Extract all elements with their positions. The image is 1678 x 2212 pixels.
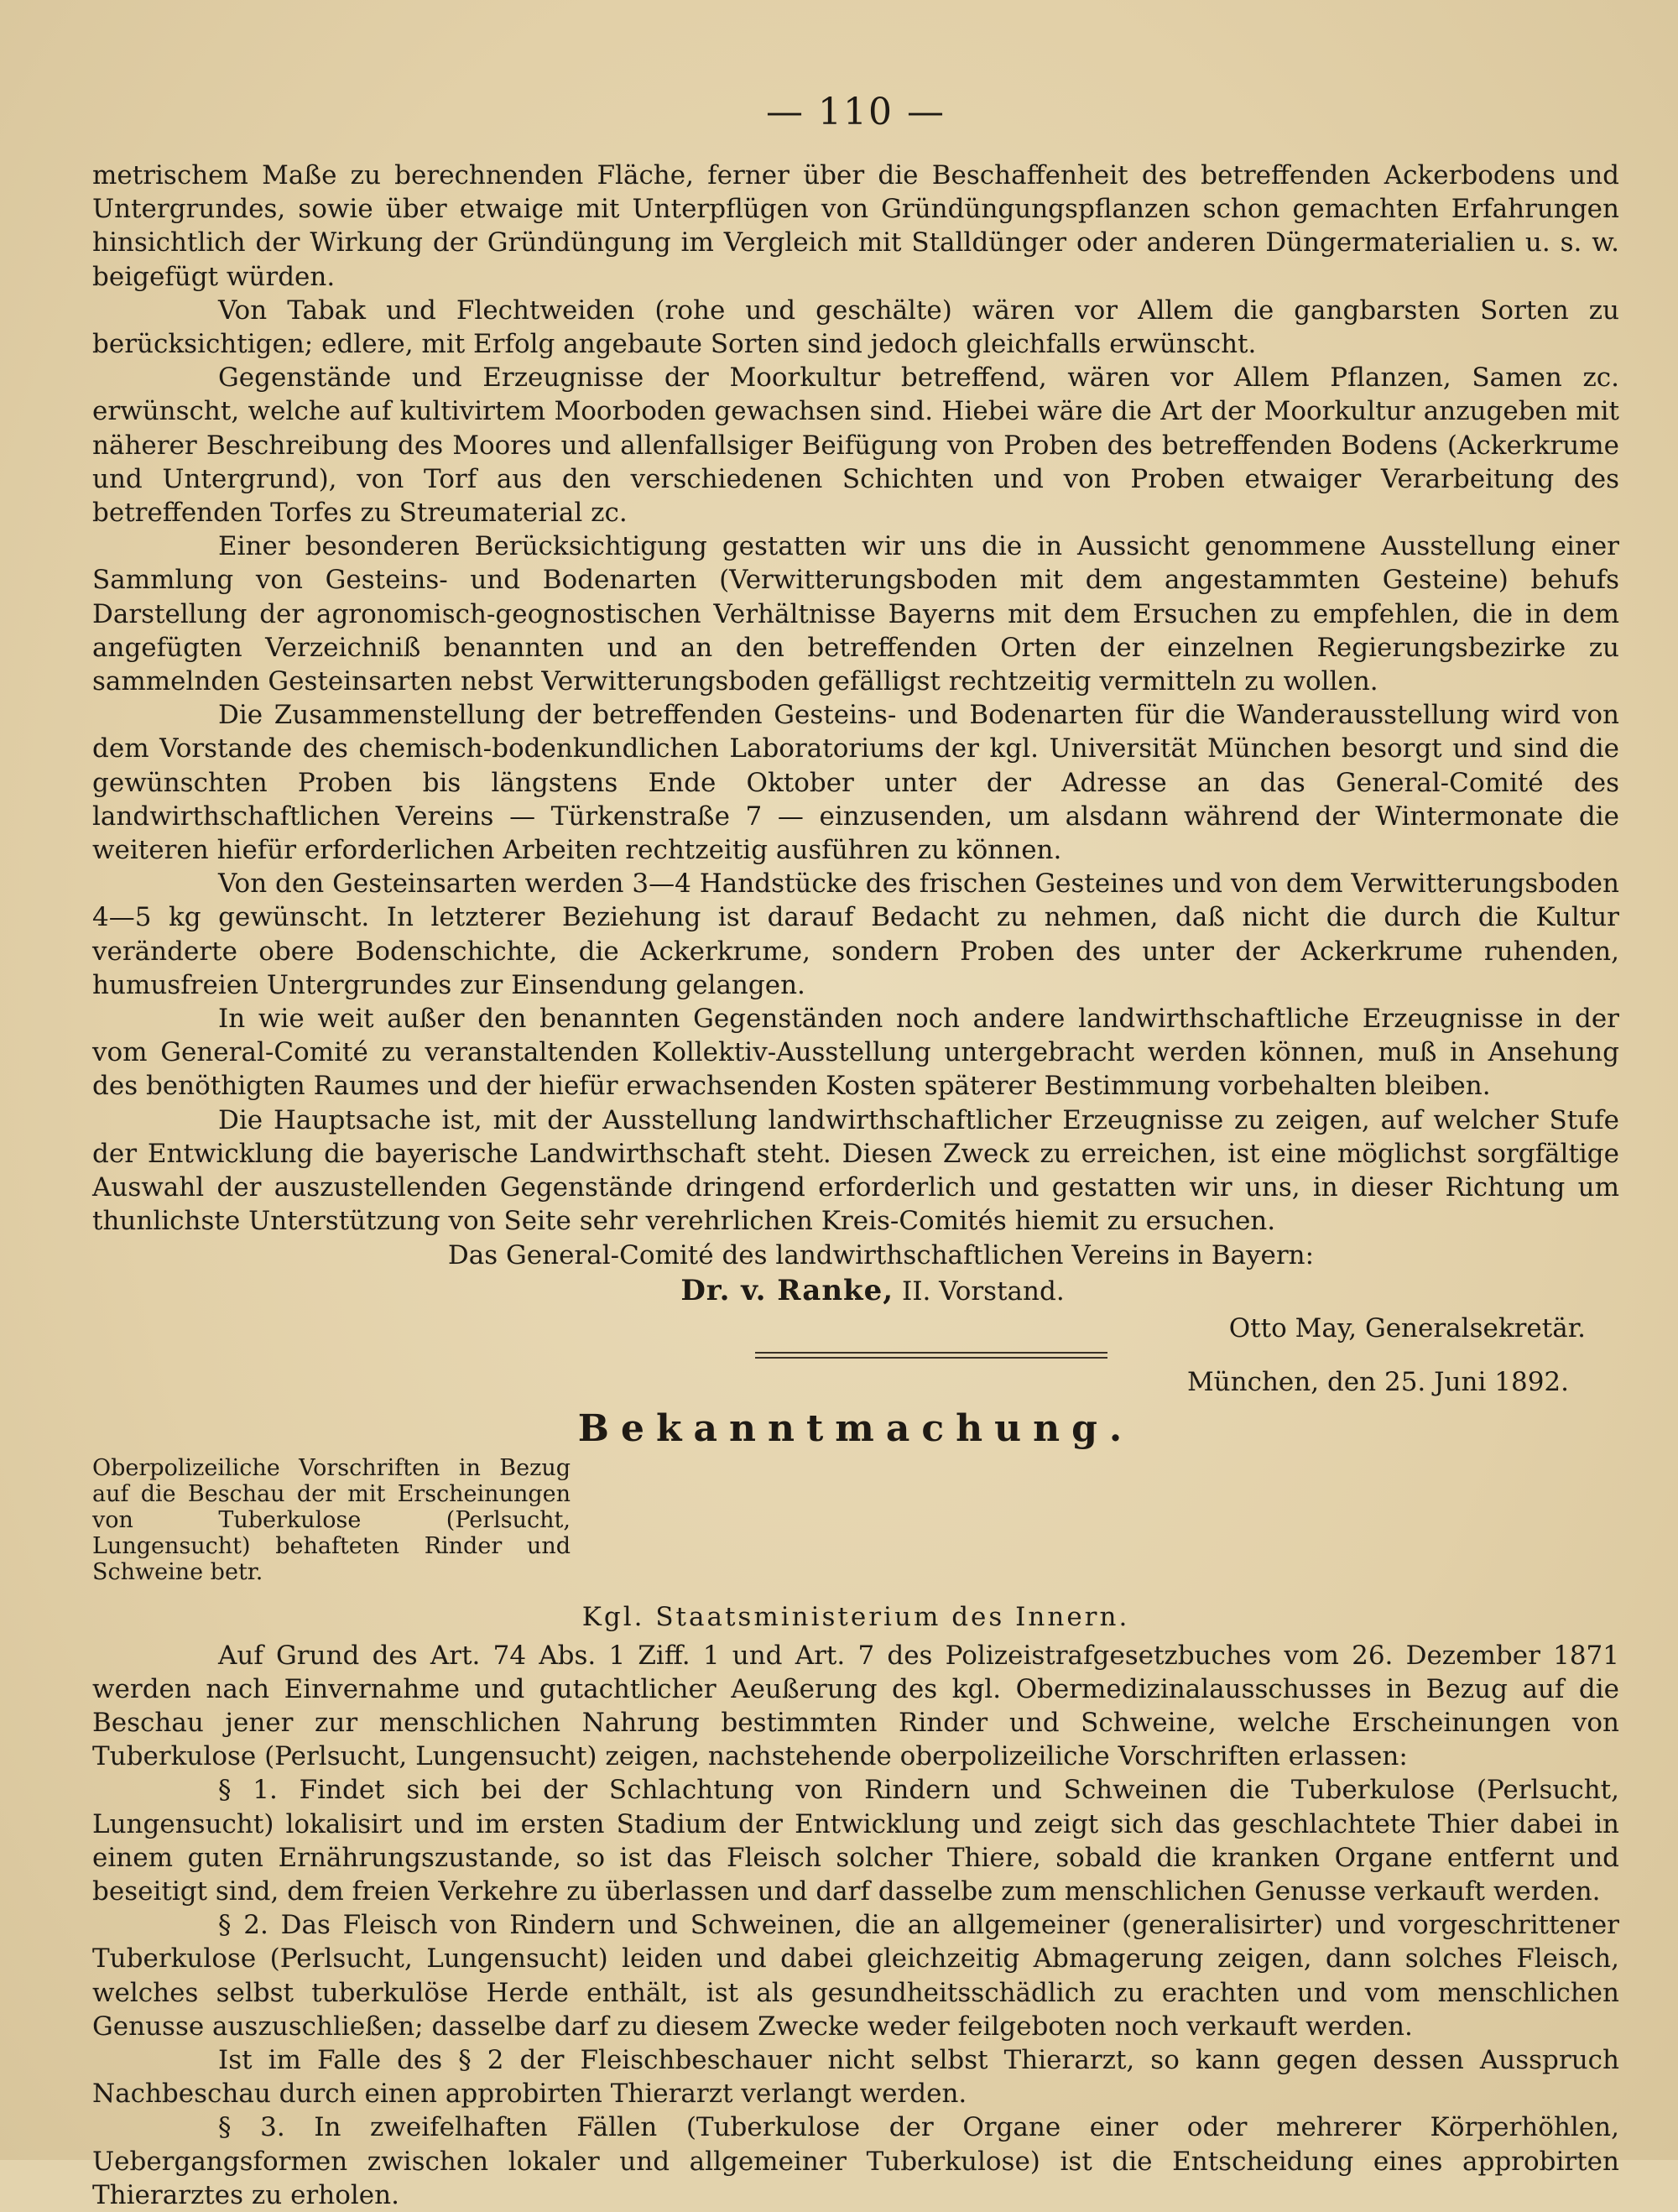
signature-secretary: Otto May, Generalsekretär. [1228, 1312, 1586, 1343]
paragraph-continuation: metrischem Maße zu berechnenden Fläche, ferner über die Beschaffenheit des betreffenden Ackerbodens und Untergrundes, sowie über etwaige mit Unterpflügen von Gründüngungspflanzen schon gemachten Erfahrungen hinsichtlich der Wirkung der Gründüngung im Vergleich mit Stalldünger oder anderen Düngermaterialien u. s. w. beigefügt würden. [92, 160, 1619, 292]
paragraph-handstuecke: Von den Gesteinsarten werden 3—4 Handstücke des frischen Gesteines und von dem Verwitterungsboden 4—5 kg gewünscht. In letzterer Beziehung ist darauf Bedacht zu nehmen, daß nicht die durch die Kultur veränderte obere Bodenschichte, die Ackerkrume, sondern Proben des unter der Ackerkrume ruhenden, humusfreien Untergrundes zur Einsendung gelangen. [92, 869, 1619, 1000]
announcement-preamble: Auf Grund des Art. 74 Abs. 1 Ziff. 1 und Art. 7 des Polizeistrafgesetzbuches vom 26. Dezember 1871 werden nach Einvernahme und gutachtlicher Aeußerung des kgl. Obermedizinalausschusses in Bezug auf die Beschau jener zur menschlichen Nahrung bestimmten Rinder und Schweine, welche Erscheinungen von Tuberkulose (Perlsucht, Lungensucht) zeigen, nachstehende oberpolizeiliche Vorschriften erlassen: [92, 1640, 1619, 1772]
announcement-section-3: § 3. In zweifelhaften Fällen (Tuberkulose der Organe einer oder mehrerer Körperhöhlen, Uebergangsformen zwischen lokaler und allgemeiner Tuberkulose) ist die Entscheidung eines approbirten Thierarztes zu erholen. [92, 2112, 1619, 2210]
announcement-heading: Bekanntmachung. [577, 1406, 1134, 1450]
signature-chair [92, 1272, 1619, 1310]
section-divider [755, 1352, 1107, 1359]
place-date: München, den 25. Juni 1892. [1186, 1366, 1569, 1397]
paragraph-hauptsache: Die Hauptsache ist, mit der Ausstellung landwirthschaftlicher Erzeugnisse zu zeigen, auf welcher Stufe der Entwicklung die bayerische Landwirthschaft steht. Diesen Zweck zu erreichen, ist eine möglichst sorgfältige Auswahl der auszustellenden Gegenstände dringend erforderlich und gestatten wir uns, in dieser Richtung um thunlichste Unterstützung von Seite sehr verehrlichen Kreis-Comités hiemit zu ersuchen. [92, 1104, 1619, 1237]
announcement-section-2-note: Ist im Falle des § 2 der Fleischbeschauer nicht selbst Thierarzt, so kann gegen dessen Ausspruch Nachbeschau durch einen approbirten Thierarzt verlangt werden. [92, 2044, 1619, 2110]
paragraph-zusammenstellung: Die Zusammenstellung der betreffenden Gesteins- und Bodenarten für die Wanderausstellung wird von dem Vorstande des chemisch-bodenkundlichen Laboratoriums der kgl. Universität München besorgt und sind die gewünschten Proben bis längstens Ende Oktober unter der Adresse an das General-Comité des landwirthschaftlichen Vereins — Türkenstraße 7 — einzusenden, um alsdann während der Wintermonate die weiteren hiefür erforderlichen Arbeiten rechtzeitig ausführen zu können. [92, 700, 1619, 866]
announcement-section-2: § 2. Das Fleisch von Rindern und Schweinen, die an allgemeiner (generalisirter) und vorgeschrittener Tuberkulose (Perlsucht, Lungensucht) leiden und dabei gleichzeitig Abmagerung zeigen, dann solches Fleisch, welches selbst tuberkulöse Herde enthält, ist als gesundheitsschädlich zu erachten und vom menschlichen Genusse auszuschließen; dasselbe darf zu diesem Zwecke weder feilgeboten noch verkauft werden. [92, 1910, 1619, 2042]
announcement-section-1: § 1. Findet sich bei der Schlachtung von Rindern und Schweinen die Tuberkulose (Perlsucht, Lungensucht) lokalisirt und im ersten Stadium der Entwicklung und zeigt sich das geschlachtete Thier dabei in einem guten Ernährungszustande, so ist das Fleisch solcher Thiere, sobald die kranken Organe entfernt und beseitigt sind, dem freien Verkehre zu überlassen und darf dasselbe zum menschlichen Genusse verkauft werden. [92, 1775, 1619, 1907]
paragraph-kollektiv-ausstellung: In wie weit außer den benannten Gegenständen noch andere landwirthschaftliche Erzeugnisse in der vom General-Comité zu veranstaltenden Kollektiv-Ausstellung untergebracht werden können, muß in Ansehung des benöthigten Raumes und der hiefür erwachsenden Kosten späterer Bestimmung vorbehalten bleiben. [92, 1004, 1619, 1102]
signature-committee: Das General-Comité des landwirthschaftlichen Vereins in Bayern: [447, 1239, 1315, 1270]
announcement-subject: Oberpolizeiliche Vorschriften in Bezug auf die Beschau der mit Erscheinungen von Tuberkulose (Perlsucht, Lungensucht) behafteten Rinder und Schweine betr. [92, 1454, 571, 1585]
signature-name: Dr. v. Ranke, [680, 1273, 894, 1307]
paragraph-gesteinsarten: Einer besonderen Berücksichtigung gestatten wir uns die in Aussicht genommene Ausstellung einer Sammlung von Gesteins- und Bodenarten (Verwitterungsboden mit dem angestammten Gesteine) behufs Darstellung der agronomisch-geognostischen Verhältnisse Bayerns mit dem Ersuchen zu empfehlen, die in dem angefügten Verzeichniß benannten und an den betreffenden Orten der einzelnen Regierungsbezirke zu sammelnden Gesteinsarten nebst Verwitterungsboden gefälligst rechtzeitig vermitteln zu wollen. [92, 531, 1619, 697]
paragraph-tabak: Von Tabak und Flechtweiden (rohe und geschälte) wären vor Allem die gangbarsten Sorten zu berücksichtigen; edlere, mit Erfolg angebaute Sorten sind jedoch gleichfalls erwünscht. [92, 295, 1619, 360]
page-number: — 110 — [766, 91, 946, 133]
signature-title: II. Vorstand. [894, 1276, 1065, 1307]
announcement-authority: Kgl. Staatsministerium des Innern. [581, 1601, 1130, 1632]
paragraph-moorkultur: Gegenstände und Erzeugnisse der Moorkultur betreffend, wären vor Allem Pflanzen, Samen zc. erwünscht, welche auf kultivirtem Moorboden gewachsen sind. Hiebei wäre die Art der Moorkultur anzugeben mit näherer Beschreibung des Moores und allenfallsiger Beifügung von Proben des betreffenden Bodens (Ackerkrume und Untergrund), von Torf aus den verschiedenen Schichten und von Proben etwaiger Verarbeitung des betreffenden Torfes zu Streumaterial zc. [92, 363, 1619, 529]
